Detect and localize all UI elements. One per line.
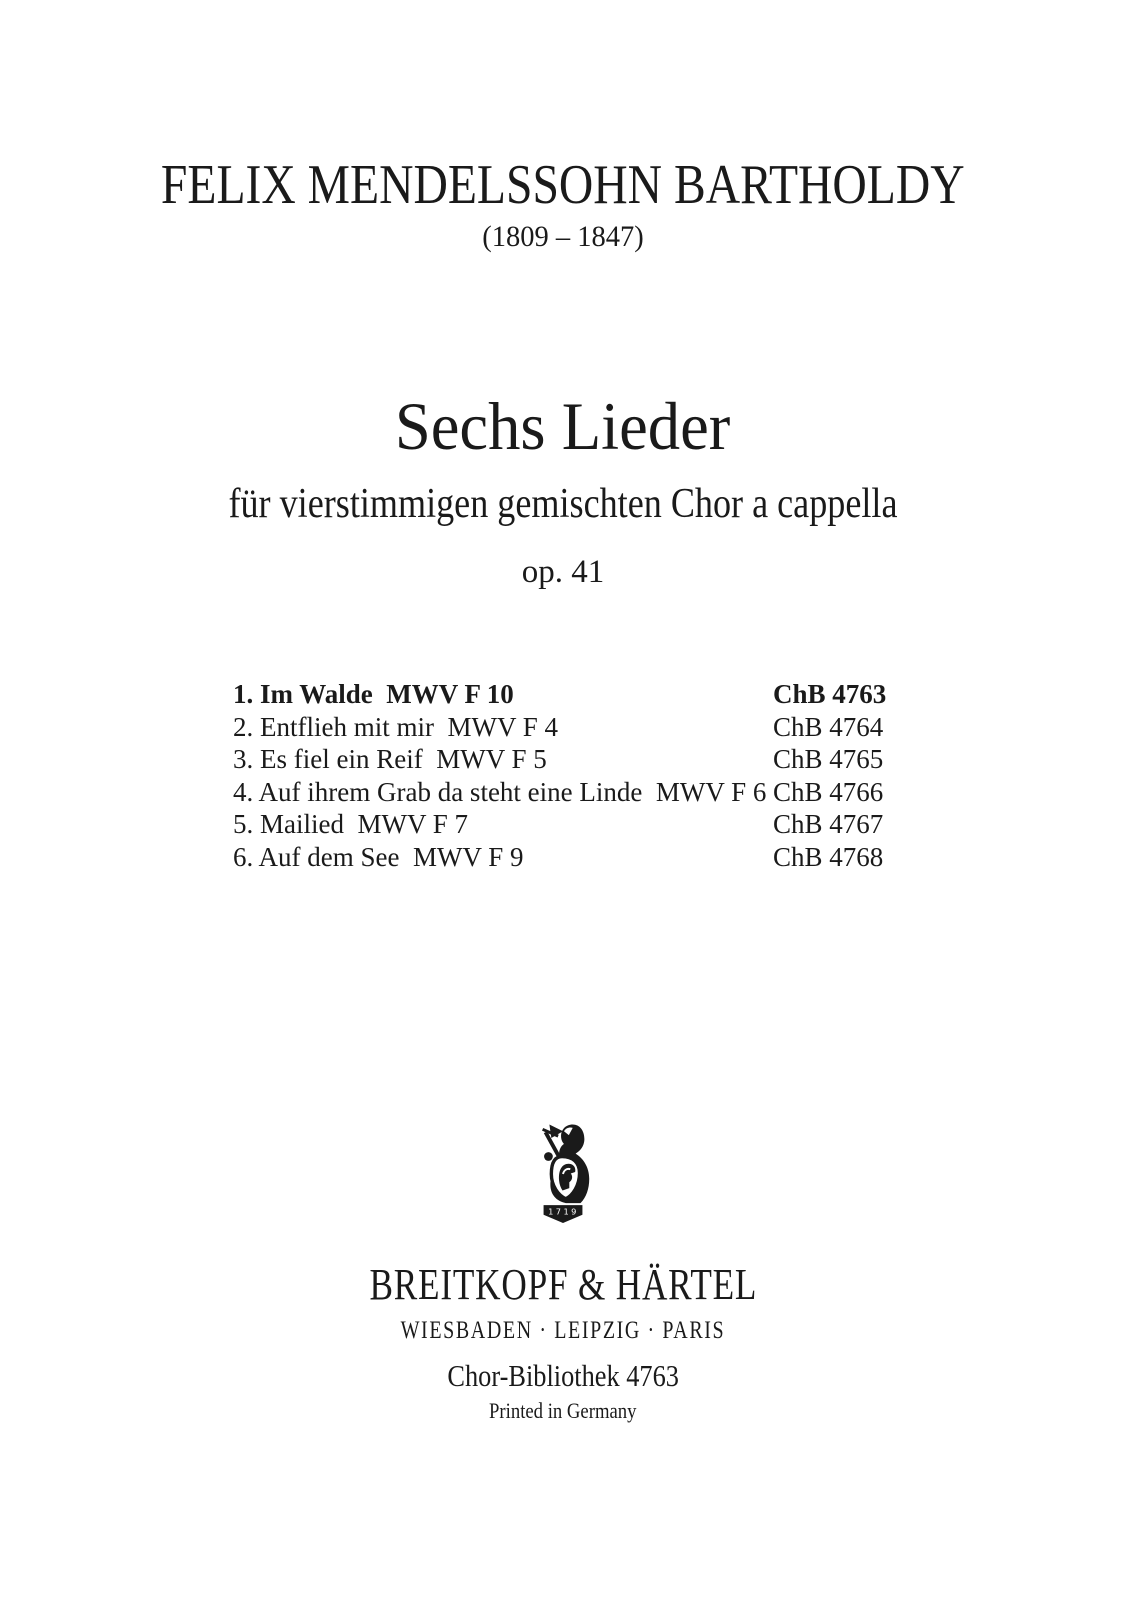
catalog-number: ChB 4764 (773, 711, 884, 742)
piece-title: 1. Im Walde MWV F 10 (233, 679, 514, 709)
printed-note-text: Printed in Germany (489, 1398, 637, 1423)
catalog-number: ChB 4767 (773, 809, 884, 839)
piece-title: 5. Mailied MWV F 7 (233, 809, 468, 839)
catalog-number: ChB 4768 (773, 841, 884, 872)
catalog-number: ChB 4765 (773, 744, 884, 774)
work-subtitle-text: für vierstimmigen gemischten Chor a cappella (228, 481, 898, 527)
series-label (0, 1360, 1126, 1391)
contents-row (233, 678, 887, 711)
composer-name (0, 154, 1126, 216)
publisher-name (0, 1260, 1126, 1309)
printed-note (0, 1400, 1126, 1422)
bear-1719-logo-icon (529, 1119, 597, 1229)
piece-title: 4. Auf ihrem Grab da steht eine Linde MWV F 6 (233, 776, 767, 807)
composer-name-text: FELIX MENDELSSOHN BARTHOLDY (161, 154, 965, 216)
contents-row (233, 743, 884, 776)
catalog-number: ChB 4766 (773, 776, 884, 807)
logo-year: 1719 (548, 1206, 579, 1217)
publisher-cities (0, 1318, 1126, 1343)
piece-title: 3. Es fiel ein Reif MWV F 5 (233, 744, 547, 774)
composer-dates (0, 222, 1126, 252)
contents-row (233, 776, 884, 809)
piece-title: 2. Entflieh mit mir MWV F 4 (233, 711, 558, 742)
series-label-text: Chor-Bibliothek 4763 (447, 1358, 679, 1393)
contents-row (233, 808, 884, 841)
contents-row (233, 841, 884, 874)
piece-title: 6. Auf dem See MWV F 9 (233, 841, 524, 872)
work-subtitle (0, 483, 1126, 525)
publisher-cities-text: WIESBADEN · LEIPZIG · PARIS (400, 1317, 726, 1344)
opus-number-text: op. 41 (521, 554, 605, 590)
contents-list (233, 678, 887, 873)
opus-number (0, 556, 1126, 589)
publisher-name-text: BREITKOPF & HÄRTEL (369, 1260, 757, 1309)
work-title (0, 388, 1126, 464)
contents-row (233, 711, 884, 744)
composer-dates-text: (1809 – 1847) (482, 220, 644, 253)
catalog-number: ChB 4763 (773, 679, 887, 709)
publisher-logo (0, 1119, 1126, 1234)
work-title-text: Sechs Lieder (395, 388, 731, 464)
